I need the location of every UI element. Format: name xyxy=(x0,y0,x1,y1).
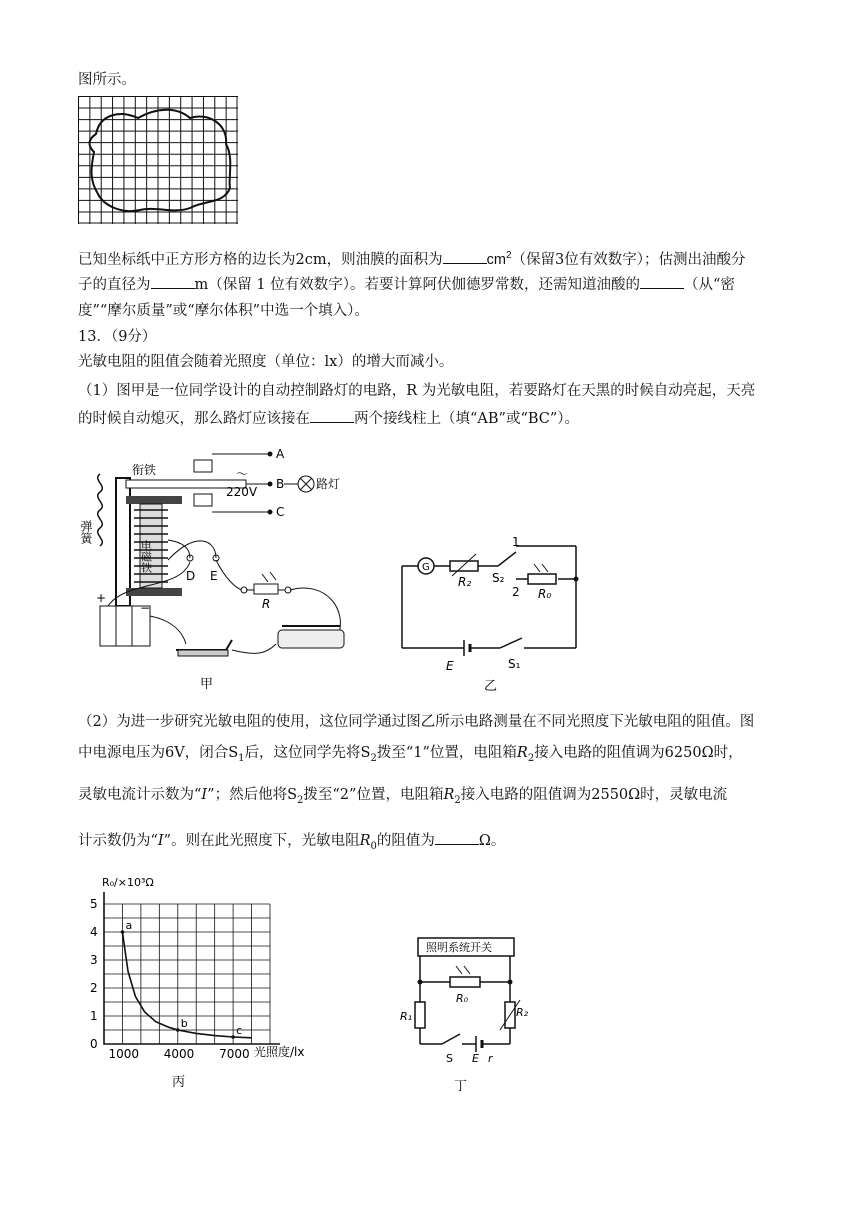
q13-intro: 光敏电阻的阻值会随着光照度（单位：lx）的增大而减小。 xyxy=(78,354,454,370)
terminal-D: D xyxy=(186,569,196,583)
spring-coil xyxy=(98,474,103,546)
data-point-c xyxy=(231,1035,235,1039)
figure-ding-circuit xyxy=(396,936,536,1096)
q12-text-1: 已知坐标纸中正方形方格的边长为2cm，则油膜的面积为 xyxy=(78,251,443,268)
x-tick-label: 4000 xyxy=(163,1047,195,1061)
q13-p1-text-a: 的时候自动熄灭，那么路灯应该接在 xyxy=(78,411,310,427)
label-G: G xyxy=(422,562,430,573)
p2-text-a: 中电源电压为6V，闭合S xyxy=(78,745,239,761)
terminal-E: E xyxy=(210,569,218,583)
sub-2c: 2 xyxy=(297,794,304,806)
label-r-ding: r xyxy=(488,1052,493,1065)
answer-blank-diameter[interactable] xyxy=(151,274,195,289)
q13-part1-line2 xyxy=(78,408,786,429)
label-R0: R₀ xyxy=(538,587,552,601)
answer-blank-R0[interactable] xyxy=(435,830,479,845)
label-S-ding: S xyxy=(446,1052,453,1065)
photoresistor-R xyxy=(254,584,278,594)
point-label-a: a xyxy=(125,919,133,932)
label-E-ding: E xyxy=(472,1052,479,1065)
label-switch-title: 照明系统开关 xyxy=(426,941,492,954)
figure-intro: 图所示。 xyxy=(78,72,136,88)
q12-line-1 xyxy=(78,246,786,270)
label-spring: 弹簧 xyxy=(79,520,93,544)
p2-text-h: 接入电路的阻值调为2550Ω时，灵敏电流 xyxy=(460,787,728,803)
y-tick-label: 5 xyxy=(90,897,98,911)
figure-jia-relay-circuit xyxy=(79,440,356,692)
oil-film-outline xyxy=(90,110,231,211)
sub-1: 1 xyxy=(238,752,245,764)
q13-p1-text-b: 两个接线柱上（填“AB”或“BC”）。 xyxy=(354,411,580,427)
q13-part2-line2 xyxy=(78,743,786,769)
photoresistor-R0 xyxy=(528,574,556,584)
label-R2-ding: R₂ xyxy=(516,1006,529,1019)
sub-2: 2 xyxy=(370,752,377,764)
figure-bing-chart xyxy=(82,872,322,1092)
sym-I: I xyxy=(201,787,208,803)
p2-text-f: ”；然后他将S xyxy=(207,787,298,803)
p2-text-g: 拨至“2”位置，电阻箱 xyxy=(303,787,444,803)
label-pos1: 1 xyxy=(512,535,520,549)
caption-jia: 甲 xyxy=(200,677,214,692)
p2-text-l: Ω。 xyxy=(478,833,506,849)
p2-text-j: ”。则在此光照度下，光敏电阻 xyxy=(163,833,360,849)
contact-top xyxy=(194,460,212,472)
answer-blank-area[interactable] xyxy=(443,249,487,264)
label-lamp: 路灯 xyxy=(316,477,341,491)
q12-text-2: （保留3位有效数字）；估测出油酸分 xyxy=(511,251,746,268)
y-tick-label: 3 xyxy=(90,953,98,967)
q12-text-3: 子的直径为 xyxy=(78,277,151,293)
battery-plus: + xyxy=(96,591,107,605)
q12-line-3: 度”“摩尔质量”或“摩尔体积”中选一个填入）。 xyxy=(78,303,369,319)
caption-bing: 丙 xyxy=(172,1075,186,1090)
label-R2: R₂ xyxy=(458,575,472,589)
sub-2b: 2 xyxy=(527,752,535,764)
ac-sign: ～ xyxy=(236,467,249,481)
label-armature: 衔铁 xyxy=(132,463,157,477)
sym-R3: R xyxy=(359,833,371,849)
figure-yi-circuit xyxy=(388,528,598,698)
point-label-b: b xyxy=(180,1017,188,1030)
y-tick-label: 2 xyxy=(90,981,98,995)
label-R1: R₁ xyxy=(400,1010,413,1023)
data-point-a xyxy=(121,930,125,934)
p2-text-c: 拨至“1”位置，电阻箱 xyxy=(376,745,517,761)
resistor-box-R2 xyxy=(450,561,478,571)
caption-yi: 乙 xyxy=(484,679,498,694)
p2-text-k: 的阻值为 xyxy=(376,833,435,849)
p2-text-i: 计示数仍为“ xyxy=(78,833,158,849)
label-R0-ding: R₀ xyxy=(456,992,469,1005)
y-tick-label: 1 xyxy=(90,1009,98,1023)
label-E: E xyxy=(446,659,454,673)
q12-unit: $cm^2$ xyxy=(486,250,512,268)
y-tick-label: 4 xyxy=(90,925,98,939)
switch-S2 xyxy=(498,552,516,566)
q13-part2-line1: （2）为进一步研究光敏电阻的使用，这位同学通过图乙所示电路测量在不同光照度下光敏电阻的阻值。图 xyxy=(78,714,755,730)
q13-part2-line4 xyxy=(78,830,786,857)
sub-0: 0 xyxy=(370,840,377,852)
sym-I2: I xyxy=(157,833,164,849)
label-S2: S₂ xyxy=(492,571,505,585)
switch-S-ding xyxy=(442,1034,460,1044)
q12-text-5: （从“密 xyxy=(683,277,735,293)
q12-line-2 xyxy=(78,274,786,295)
label-electromagnet: 电磁铁 xyxy=(139,540,153,573)
x-tick-label: 7000 xyxy=(219,1047,250,1061)
terminal-A: A xyxy=(276,447,285,461)
oil-film-grid-figure xyxy=(78,96,238,224)
sub-2d: 2 xyxy=(454,794,461,806)
x-axis-label: 光照度/lx xyxy=(254,1045,305,1059)
switch-S1 xyxy=(500,638,522,648)
x-tick-label: 1000 xyxy=(108,1047,139,1061)
terminal-C: C xyxy=(276,505,285,519)
q13-part2-line3 xyxy=(78,785,786,811)
caption-ding: 丁 xyxy=(454,1079,468,1094)
label-R: R xyxy=(262,597,271,611)
answer-blank-terminals[interactable] xyxy=(310,408,354,423)
label-220v: 220V xyxy=(226,485,258,499)
y-tick-label: 0 xyxy=(90,1037,98,1051)
p2-text-e: 灵敏电流计示数为“ xyxy=(78,787,202,803)
sym-R: R xyxy=(516,745,528,761)
p2-text-d: 接入电路的阻值调为6250Ω时， xyxy=(534,745,743,761)
chart-axes-line xyxy=(104,892,280,1044)
photoresistor-R0-ding xyxy=(450,977,480,987)
terminal-B: B xyxy=(276,477,285,491)
y-axis-label: R₀/×10³Ω xyxy=(102,876,154,889)
q13-part1-line1: （1）图甲是一位同学设计的自动控制路灯的电路，R 为光敏电阻，若要路灯在天黑的时候自动亮起，天亮 xyxy=(78,383,756,399)
data-point-b xyxy=(176,1028,180,1032)
resistor-R1 xyxy=(415,1002,425,1028)
rheostat xyxy=(278,630,344,648)
sym-R2: R xyxy=(443,787,455,803)
answer-blank-quantity[interactable] xyxy=(640,274,684,289)
q13-heading: 13．（9分） xyxy=(78,329,157,345)
q12-text-4: m（保留 1 位有效数字）。若要计算阿伏伽德罗常数，还需知道油酸的 xyxy=(194,277,640,293)
knife-switch xyxy=(176,640,232,650)
p2-text-b: 后，这位同学先将S xyxy=(244,745,371,761)
battery-minus: − xyxy=(140,601,151,615)
contact-bottom xyxy=(194,494,212,506)
label-pos2: 2 xyxy=(512,585,520,599)
point-label-c: c xyxy=(236,1024,243,1037)
label-S1: S₁ xyxy=(508,657,521,671)
armature-bar xyxy=(126,496,182,504)
